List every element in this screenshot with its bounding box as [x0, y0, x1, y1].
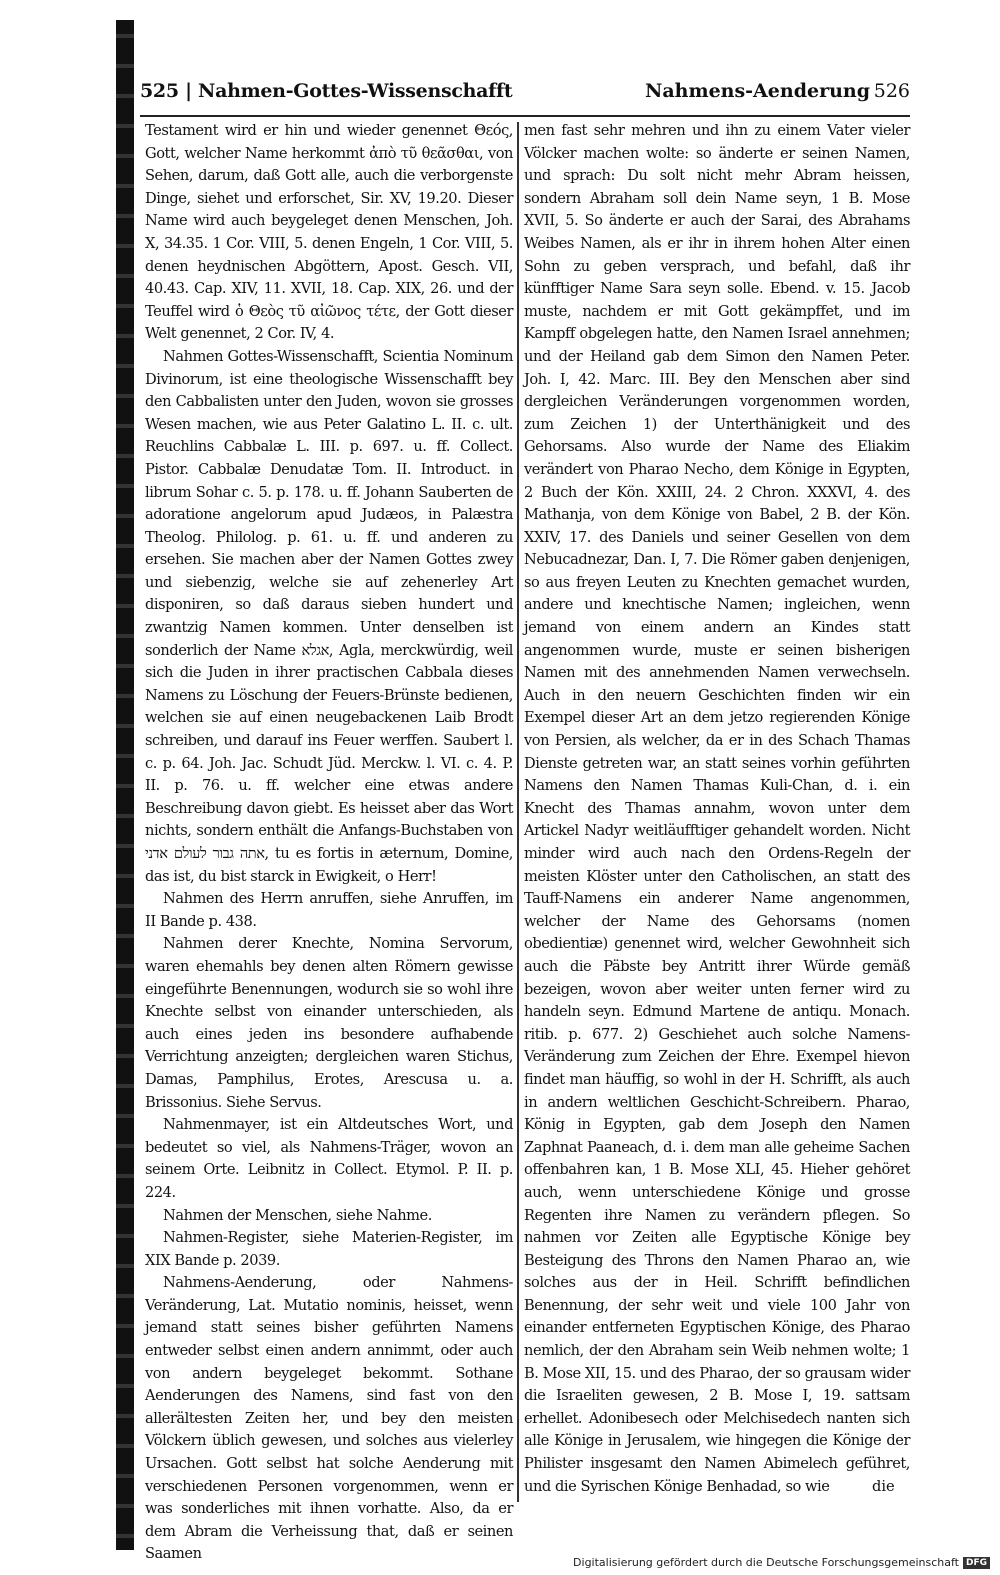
binding-gutter [116, 20, 134, 1550]
paragraph: Nahmen der Menschen, siehe Nahme. [163, 1206, 432, 1224]
header-right-title: Nahmens-Aenderung [644, 80, 870, 102]
header-left-title: 525 | Nahmen-Gottes-Wissenschafft [140, 80, 513, 102]
dfg-logo: DFG [963, 1557, 990, 1569]
column-divider [517, 122, 519, 1502]
paragraph: Nahmen Gottes-Wissenschafft, Scientia Nominum Divinorum, ist eine theologische Wissenschafft bey den Cabbalisten unter den Juden, wovon sie grosses Wesen machen, wie aus Peter Galatino L. II. c. ult. Reuchlins Cabbalæ L. III. p. 697. u. ff. Collect. Pistor. Cabbalæ Denudatæ Tom. II. Introduct. in librum Sohar c. 5. p. 178. u. ff. Johann Sauberten de adoratione angelorum apud Judæos, in Palæstra Theolog. Philolog. p. 61. u. ff. und anderen zu ersehen. Sie machen aber der Namen Gottes zwey und siebenzig, welche sie auf zehenerley Art disponiren, so daß daraus sieben hundert und zwantzig Namen kommen. Unter denselben ist sonderlich der Name אגלא, Agla, merckwürdig, weil sich die Juden in ihrer practischen Cabbala dieses Namens zu Löschung der Feuers-Brünste bedienen, welchen sie auf einen neugebackenen Laib Brodt schreiben, und darauf ins Feuer werffen. Saubert l. c. p. 64. Joh. Jac. Schudt Jüd. Merckw. l. VI. c. 4. P. II. p. 76. u. ff. welcher eine etwas andere Beschreibung davon giebt. Es heisset aber das Wort nichts, sondern enthält die Anfangs-Buchstaben von אתה גבור לעולם אדני, tu es fortis in æternum, Domine, das ist, du bist starck in Ewigkeit, o Herr! [145, 347, 514, 885]
catchword: die [872, 1478, 895, 1495]
header-right-page-number: 526 [873, 80, 910, 102]
paragraph: Nahmen derer Knechte, Nomina Servorum, waren ehemahls bey denen alten Römern gewisse eingeführte Benennungen, wodurch sie so wohl ihre Knechte selbst von einander unterschieden, als auch eines jeden ins besondere aufhabende Verrichtung anzeigten; dergleichen waren Stichus, Damas, Pamphilus, Erotes, Arescusa u. a. Brissonius. Siehe Servus. [145, 935, 513, 1111]
paragraph: men fast sehr mehren und ihn zu einem Vater vieler Völcker machen wolte: so änderte er seinen Namen, und sprach: Du solt nicht mehr Abram heissen, sondern Abraham soll dein Name seyn, 1 B. Mose XVII, 5. So änderte er auch der Sarai, des Abrahams Weibes Namen, als er ihr in ihrem hohen Alter einen Sohn zu geben versprach, und befahl, daß ihr künfftiger Name Sara seyn solle. Ebend. v. 15. Jacob muste, nachdem er mit Gott gekämpffet, und im Kampff obgelegen hatte, den Namen Israel annehmen; und der Heiland gab dem Simon den Namen Peter. Joh. I, 42. Marc. III. Bey den Menschen aber sind dergleichen Veränderungen vorgenommen worden, zum Zeichen 1) der Unterthänigkeit und des Gehorsams. Also wurde der Name des Eliakim verändert von Pharao Necho, dem Könige in Egypten, 2 Buch der Kön. XXIII, 24. 2 Chron. XXXVI, 4. des Mathanja, von dem Könige von Babel, 2 B. der Kön. XXIV, 17. des Daniels und seiner Gesellen von dem Nebucadnezar, Dan. I, 7. Die Römer gaben denjenigen, so aus freyen Leuten zu Knechten gemachet wurden, andere und knechtische Namen; ingleichen, wenn jemand von einem andern an Kindes statt angenommen wurde, muste er seinen bisherigen Namen mit des annehmenden Namen verwechseln. Auch in den neuern Geschichten finden wir ein Exempel dieser Art an dem jetzo regierenden Könige von Persien, als welcher, da er in des Schach Thamas Dienste getreten war, an statt seines vorhin geführten Namens den Namen Thamas Kuli-Chan, d. i. ein Knecht des Thamas annahm, wovon unter dem Artickel Nadyr weitläufftiger gehandelt worden. Nicht minder wird auch nach den Ordens-Regeln der meisten Klöster unter den Catholischen, an statt des Tauff-Namens ein anderer Name angenommen, welcher der Name des Gehorsams (nomen obedientiæ) genennet wird, welcher Gewohnheit sich auch die Päbste bey Antritt ihrer Würde gemäß bezeigen, wovon aber weiter unten ferner wird zu handeln seyn. Edmund Martene de antiqu. Monach. ritib. p. 677. 2) Geschiehet auch solche Namens-Veränderung zum Zeichen der Ehre. Exempel hievon findet man häuffig, so wohl in der H. Schrifft, als auch in andern weltlichen Geschicht-Schreibern. Pharao, König in Egypten, gab dem Joseph den Namen Zaphnat Paaneach, d. i. dem man alle geheime Sachen offenbahren kan, 1 B. Mose XLI, 45. Hieher gehöret auch, wenn unterschiedene Könige und grosse Regenten ihre Namen zu verändern pflegen. So nahmen vor Zeiten alle Egyptische Könige bey Besteigung des Throns den Namen Pharao an, wie solches aus der in Heil. Schrifft befindlichen Benennung, der sehr weit und viele 100 Jahr von einander entferneten Egyptischen Könige, des Pharao nemlich, der den Abraham sein Weib nehmen wolte; 1 B. Mose XII, 15. und des Pharao, der so grausam wider die Israeliten gewesen, 2 B. Mose I, 19. sattsam erhellet. Adonibesech oder Melchisedech nanten sich alle Könige in Jerusalem, wie hingegen die Könige der Philister insgesamt den Namen Abimelech geführet, und die Syrischen Könige Benhadad, so wie [524, 122, 910, 1495]
left-column [145, 120, 513, 1566]
paragraph: Nahmen-Register, siehe Materien-Register, im XIX Bande p. 2039. [145, 1229, 513, 1269]
paragraph: Testament wird er hin und wieder genennet Θεός, Gott, welcher Name herkommt ἀπὸ τῦ θεᾶσθαι, von Sehen, darum, daß Gott alle, auch die verborgenste Dinge, siehet und erforschet, Sir. XV, 19.20. Dieser Name wird auch beygeleget denen Menschen, Joh. X, 34.35. 1 Cor. VIII, 5. denen Engeln, 1 Cor. VIII, 5. denen heydnischen Abgöttern, Apost. Gesch. VII, 40.43. Cap. XIV, 11. XVII, 18. Cap. XIX, 26. und der Teuffel wird ὁ Θεὸς τῦ αἰῶνος τέτε, der Gott dieser Welt genennet, 2 Cor. IV, 4. [145, 122, 513, 343]
paragraph: Nahmen des Herrn anruffen, siehe Anruffen, im II Bande p. 438. [145, 890, 513, 930]
header-rule [140, 115, 910, 117]
right-column [524, 120, 910, 1498]
page-header [140, 80, 910, 116]
footer [573, 1556, 990, 1569]
footer-text: Digitalisierung gefördert durch die Deutsche Forschungsgemeinschaft [573, 1556, 959, 1569]
paragraph: Nahmens-Aenderung, oder Nahmens-Veränderung, Lat. Mutatio nominis, heisset, wenn jemand statt seines bisher geführten Namens entweder selbst einen andern annimmt, oder auch von andern beygeleget bekommt. Sothane Aenderungen des Namens, sind fast von den allerältesten Zeiten her, und bey den meisten Völckern üblich gewesen, und solches aus vielerley Ursachen. Gott selbst hat solche Aenderung mit verschiedenen Personen vorgenommen, wenn er was sonderliches mit ihnen vorhatte. Also, da er dem Abram die Verheissung that, daß er seinen Saamen [145, 1274, 513, 1563]
paragraph: Nahmenmayer, ist ein Altdeutsches Wort, und bedeutet so viel, als Nahmens-Träger, wovon an seinem Orte. Leibnitz in Collect. Etymol. P. II. p. 224. [145, 1116, 513, 1201]
